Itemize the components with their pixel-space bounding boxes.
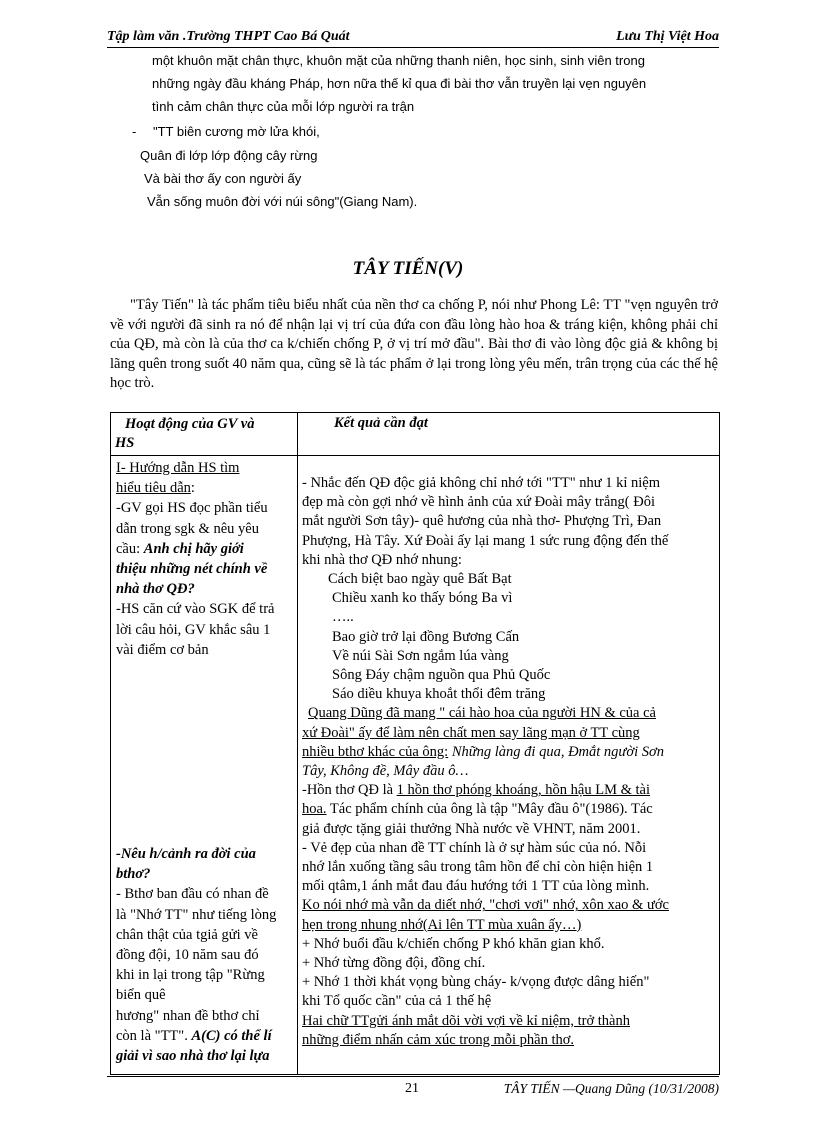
top-line: một khuôn mặt chân thực, khuôn mặt của những thanh niên, học sinh, sinh viên trong <box>152 53 645 68</box>
left-text: -HS căn cứ vào SGK để trả <box>116 601 275 618</box>
left-text: còn là "TT". <box>116 1027 192 1044</box>
question-text: A(C) có thể lí <box>191 1027 272 1044</box>
footer-text: TÂY TIẾN —Quang Dũng (10/31/2008) <box>503 1081 719 1096</box>
question-text: Anh chị hãy giới <box>143 540 244 557</box>
underlined-text: Ko nói nhớ mà vẫn da diết nhớ, "chơi vơi" nhớ, xôn xao & ước <box>302 897 669 914</box>
right-text: + Nhớ từng đồng đội, đồng chí. <box>302 955 486 972</box>
header-cell-right <box>298 413 720 456</box>
poem-line: Vẫn sống muôn đời với núi sông"(Giang Nam). <box>147 194 418 209</box>
italic-text: Tây, Không đề, Mây đầu ô… <box>302 763 469 780</box>
right-text: - Nhắc đến QĐ độc giả không chỉ nhớ tới "TT" như 1 kỉ niệm <box>302 475 660 491</box>
left-cell <box>111 456 298 1075</box>
question-text: thiệu những nét chính về <box>116 561 268 578</box>
left-block-intro <box>116 458 296 660</box>
right-text: nhớ lắn xuống tầng sâu trong tâm hồn để chỉ còn hiện hiện 1 <box>302 859 654 876</box>
poem-line: Bao giờ trở lại đồng Bương Cấn <box>332 628 520 645</box>
right-text: -Hồn thơ QĐ là <box>302 782 397 799</box>
left-text: biển quê <box>116 987 166 1004</box>
section-heading: I- Hướng dẫn HS tìm <box>116 460 240 476</box>
left-text: là "Nhớ TT" như tiếng lòng <box>116 906 277 923</box>
underlined-text: nhiều bthơ khác của ông: <box>302 743 449 760</box>
right-text: khi nhà thơ QĐ nhớ nhung: <box>302 551 462 568</box>
left-text: - Bthơ ban đầu có nhan đề <box>116 886 269 903</box>
intro-paragraph <box>110 296 718 394</box>
table-row <box>111 456 720 1075</box>
underlined-text: hẹn trong nhung nhớ(Ai lên TT mùa xuân ấy…) <box>302 916 582 933</box>
poem-line: Sáo diều khuya khoắt thổi đêm trăng <box>332 686 546 703</box>
poem-line: "TT biên cương mờ lửa khói, <box>153 124 320 139</box>
poem-line: Và bài thơ ấy con người ấy <box>144 171 302 186</box>
right-text: Phượng, Hà Tây. Xứ Đoài ấy lại mang 1 sức rung động đến thế <box>302 532 669 549</box>
underlined-text: 1 hồn thơ phóng khoáng, hồn hậu LM & tài <box>396 782 650 799</box>
right-text: - Vẻ đẹp của nhan đề TT chính là ở sự hàm súc của nó. Nỗi <box>302 839 647 856</box>
right-text: mối qtâm,1 ánh mắt đau đáu hướng tới 1 TT của lòng mình. <box>302 878 650 895</box>
left-text: khi in lại trong tập "Rừng <box>116 967 265 984</box>
poem-line: Cách biệt bao ngày quê Bất Bạt <box>328 571 512 588</box>
table-header-row <box>111 413 720 456</box>
right-text: Tác phẩm chính của ông là tập "Mây đầu ô"(1986). Tác <box>326 801 653 818</box>
right-cell <box>298 456 720 1075</box>
left-text: cầu: <box>116 540 144 557</box>
page-title: TÂY TIẾN(V) <box>352 258 464 279</box>
underlined-text: hoa. <box>302 801 327 818</box>
right-text: khi Tổ quốc cần" của cả 1 thế hệ <box>302 993 492 1010</box>
header-cell-left <box>111 413 298 456</box>
right-text: mắt người Sơn tây)- quê hương của nhà thơ- Phượng Trì, Đan <box>302 513 662 530</box>
intro-text: "Tây Tiến" là tác phẩm tiêu biểu nhất của nền thơ ca chống P, nói như Phong Lê: TT "vẹn nguyên trở về với người đã sinh ra nó để nhận lại vị trí của đứa con đầu lòng hào hoa & tráng kiện, không phải chỉ của QĐ, mà còn là của thơ ca k/chiến chống P, ở vị trí mở đầu". Bài thơ đi vào lòng độc giả & không bị lãng quên trong suốt 40 năm qua, cũng sẽ là tác phẩm ở lại trong lòng yêu mến, trân trọng của các thế hệ học trò. <box>110 297 718 391</box>
underlined-text: Hai chữ TTgửi ánh mắt dõi vời vợi về kỉ niệm, trở thành <box>302 1012 630 1029</box>
left-text: lời câu hỏi, GV khắc sâu 1 <box>116 621 271 638</box>
right-text: + Nhớ buổi đầu k/chiến chống P khó khăn gian khổ. <box>302 935 605 952</box>
question-text: giải vì sao nhà thơ lại lựa <box>116 1048 270 1065</box>
left-text: chân thật của tgiả gửi về <box>116 926 258 943</box>
poem-line: ….. <box>332 609 354 626</box>
poem-line: Về núi Sài Sơn ngắm lúa vàng <box>332 647 509 664</box>
page-footer <box>107 1076 719 1099</box>
right-text: đẹp mà còn gợi nhớ về hình ảnh của xứ Đoài mây trắng( Đôi <box>302 494 655 511</box>
header-right: Lưu Thị Việt Hoa <box>616 29 719 44</box>
left-block-context <box>116 844 296 1066</box>
poem-dash: - <box>132 124 137 139</box>
right-block <box>302 474 715 1050</box>
left-text: vài điểm cơ bản <box>116 641 209 658</box>
colon: : <box>190 480 195 497</box>
question-text: bthơ? <box>116 866 151 883</box>
page-number: 21 <box>405 1081 419 1096</box>
question-text: nhà thơ QĐ? <box>116 581 195 598</box>
section-heading: hiểu tiêu dẫn <box>116 480 191 497</box>
activity-table <box>110 412 720 1075</box>
right-text: + Nhớ 1 thời khát vọng bùng cháy- k/vọng được dâng hiến" <box>302 974 650 991</box>
left-text: hương" nhan đề bthơ chỉ <box>116 1007 260 1024</box>
poem-line: Chiều xanh ko thấy bóng Ba vì <box>332 590 513 607</box>
left-text: -GV gọi HS đọc phần tiểu <box>116 500 268 517</box>
underlined-text: Quang Dũng đã mang " cái hào hoa của người HN & của cả <box>308 705 656 722</box>
poem-line: Sông Đáy chậm nguồn qua Phủ Quốc <box>332 667 551 684</box>
header-left-line: HS <box>115 435 135 451</box>
poem-line: Quân đi lớp lớp động cây rừng <box>140 148 318 163</box>
header-right-text: Kết quả cần đạt <box>334 415 428 431</box>
header-left: Tập làm văn .Trường THPT Cao Bá Quát <box>107 29 350 44</box>
italic-text: Những làng đi qua, Đmắt người Sơn <box>448 743 664 760</box>
page-header <box>107 27 719 48</box>
left-text: dẫn trong sgk & nêu yêu <box>116 520 259 537</box>
right-text: giả được tặng giải thưởng Nhà nước về VHNT, năm 2001. <box>302 820 641 837</box>
header-left-line: Hoạt động của GV và <box>125 416 255 432</box>
underlined-text: xứ Đoài" ấy để làm nên chất men say lãng mạn ở TT cùng <box>302 724 640 741</box>
top-line: tình cảm chân thực của mỗi lớp người ra trận <box>152 99 415 114</box>
underlined-text: những điểm nhấn cảm xúc trong mỗi phần thơ. <box>302 1031 575 1048</box>
top-line: những ngày đầu kháng Pháp, hơn nữa thế kỉ qua đi bài thơ vẫn truyền lại vẹn nguyên <box>152 76 647 91</box>
left-text: đồng đội, 10 năm sau đó <box>116 947 259 964</box>
question-text: -Nêu h/cảnh ra đời của <box>116 846 256 862</box>
